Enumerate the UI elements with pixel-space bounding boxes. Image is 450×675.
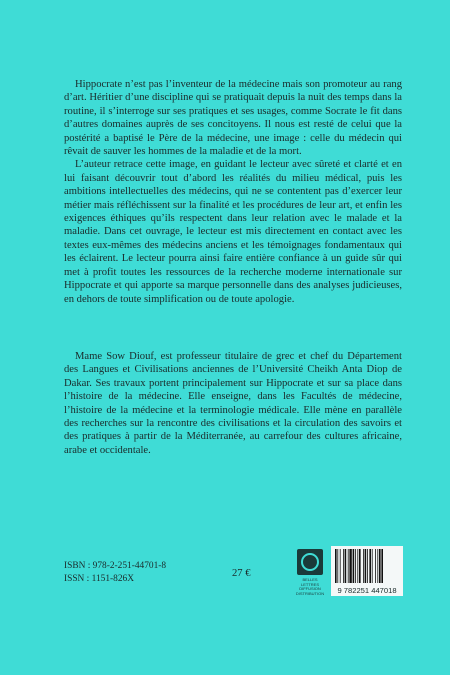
identifiers [64, 560, 166, 586]
author-bio-text: Mame Sow Diouf, est professeur titulaire de grec et chef du Département des Langues et Civilisations anciennes de l’Université Cheikh Anta Diop de Dakar. Ses travaux portent principalement sur Hippocrate et sur sa place dans l’histoire de la médecine. Elle enseigne, dans les Facultés de médecine, l’histoire de la médecine et la terminologie médicale. Elle mène en parallèle des recherches sur la rencontre des civilisations et la circulation des savoirs et des pratiques à partir de la Méditerranée, au carrefour des cultures africaine, arabe et occidentale. [64, 351, 402, 456]
distributor-logo-text: BELLES LETTRES DIFFUSION DISTRIBUTION [295, 577, 325, 596]
issn-text: ISSN : 1151-826X [64, 574, 134, 584]
price: 27 € [232, 568, 251, 579]
isbn-text: ISBN : 978-2-251-44701-8 [64, 561, 167, 571]
blurb-paragraph-1: Hippocrate n’est pas l’inventeur de la médecine mais son promoteur au rang d’art. Héritier d’une discipline qui se pratiquait depuis la nuit des temps dans la routine, il s’interroge sur ses pratiques et ses usages, comme Socrate le fit dans d’autres domaines auprès de ses concitoyens. Il nous est resté de celui que la postérité a baptisé le Père de la médecine, une image : celle du médecin qui rêvait de sauver les hommes de la maladie et de la mort. [64, 79, 402, 158]
author-bio [64, 350, 402, 457]
blurb-paragraph-2: L’auteur retrace cette image, en guidant le lecteur avec sûreté et clarté et en lui faisant découvrir tout d’abord les réalités du milieu médical, puis les ambitions intellectuelles des médecins, qui ne se contentent pas d’exercer leur métier mais réfléchissent sur la finalité et les procédures de leur art, et enfin les exigences éthiques qu’ils respectent dans leur relation avec le malade et la maladie. Dans cet ouvrage, le lecteur est mis directement en contact avec les textes eux-mêmes des médecins anciens et les témoignages fondamentaux qui les éclairent. Le lecteur pourra ainsi faire entière confiance à un guide sûr qui met à profit toutes les ressources de la recherche moderne internationale sur Hippocrate et qui apporte sa marque personnelle dans des analyses judicieuses, en dehors de toute simplification ou de toute apologie. [64, 159, 402, 305]
barcode-icon [331, 546, 403, 586]
barcode-number: 9 782251 447018 [331, 586, 403, 596]
distributor-logo-icon [297, 549, 323, 575]
blurb [64, 78, 402, 306]
